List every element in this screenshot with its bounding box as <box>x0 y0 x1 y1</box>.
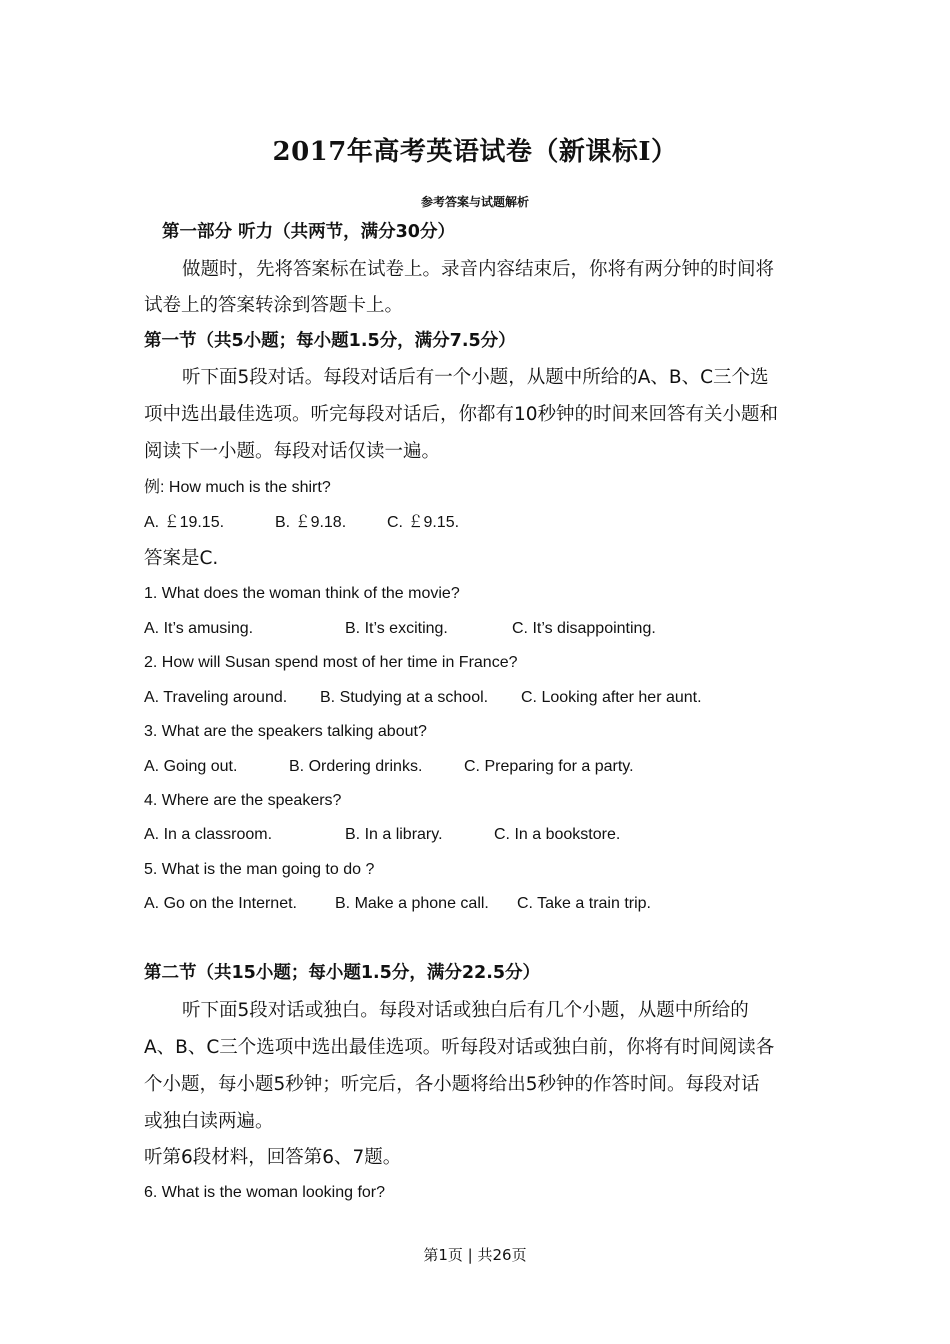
document-subtitle: 参考答案与试题解析 <box>420 195 529 209</box>
question-2-options <box>144 687 824 709</box>
question-6: 6. What is the woman looking for? <box>144 1184 386 1201</box>
question-4: 4. Where are the speakers? <box>144 792 342 809</box>
option-b: B. Studying at a school. <box>320 689 489 706</box>
option-a: A. It’s amusing. <box>144 620 254 637</box>
option-c: C. In a bookstore. <box>494 826 621 843</box>
option-b: B. In a library. <box>345 826 443 843</box>
section1-intro-line: 项中选出最佳选项。听完每段对话后，你都有10秒钟的时间来回答有关小题和 <box>144 404 779 425</box>
section2-heading: 第二节（共15小题；每小题1.5分，满分22.5分） <box>144 963 541 983</box>
section2-intro-line: A、B、C三个选项中选出最佳选项。听每段对话或独白前，你将有时间阅读各 <box>144 1037 775 1058</box>
example-answer: 答案是C. <box>144 548 219 569</box>
document-title: 2017年高考英语试卷（新课标Ⅰ） <box>272 137 678 167</box>
option-c: C. Looking after her aunt. <box>521 689 702 706</box>
question-5-options <box>144 893 824 915</box>
question-3: 3. What are the speakers talking about? <box>144 723 427 740</box>
page-footer: 第1页 | 共26页 <box>423 1246 527 1264</box>
part1-heading: 第一部分 听力（共两节，满分30分） <box>162 222 455 242</box>
part1-intro-line: 试卷上的答案转涂到答题卡上。 <box>144 295 404 316</box>
example-question: 例: How much is the shirt? <box>144 479 331 496</box>
option-b: B. Ordering drinks. <box>289 758 423 775</box>
section1-intro-line: 听下面5段对话。每段对话后有一个小题，从题中所给的A、B、C三个选 <box>182 367 769 388</box>
option-b: B. It’s exciting. <box>345 620 448 637</box>
section2-intro-line: 个小题，每小题5秒钟；听完后，各小题将给出5秒钟的作答时间。每段对话 <box>144 1074 760 1095</box>
option-c: C. Preparing for a party. <box>464 758 634 775</box>
question-1: 1. What does the woman think of the movie? <box>144 585 460 602</box>
material-6-instruction: 听第6段材料，回答第6、7题。 <box>144 1147 402 1168</box>
question-1-options <box>144 618 824 640</box>
question-4-options <box>144 824 824 846</box>
option-b: B. Make a phone call. <box>335 895 489 912</box>
option-a: A. ￡19.15. <box>144 514 225 531</box>
section1-intro-line: 阅读下一小题。每段对话仅读一遍。 <box>144 441 441 462</box>
question-5: 5. What is the man going to do ? <box>144 861 375 878</box>
option-a: A. Going out. <box>144 758 238 775</box>
option-c: C. Take a train trip. <box>517 895 651 912</box>
option-a: A. Traveling around. <box>144 689 288 706</box>
section2-intro-line: 听下面5段对话或独白。每段对话或独白后有几个小题，从题中所给的 <box>182 1000 749 1021</box>
option-a: A. Go on the Internet. <box>144 895 297 912</box>
example-options <box>144 512 824 534</box>
option-c: C. ￡9.15. <box>387 514 460 531</box>
question-3-options <box>144 756 824 778</box>
option-a: A. In a classroom. <box>144 826 273 843</box>
part1-intro-line: 做题时，先将答案标在试卷上。录音内容结束后，你将有两分钟的时间将 <box>182 259 775 280</box>
section1-heading: 第一节（共5小题；每小题1.5分，满分7.5分） <box>144 331 516 351</box>
question-2: 2. How will Susan spend most of her time in France? <box>144 654 518 671</box>
option-b: B. ￡9.18. <box>275 514 347 531</box>
option-c: C. It’s disappointing. <box>512 620 656 637</box>
section2-intro-line: 或独白读两遍。 <box>144 1111 274 1132</box>
